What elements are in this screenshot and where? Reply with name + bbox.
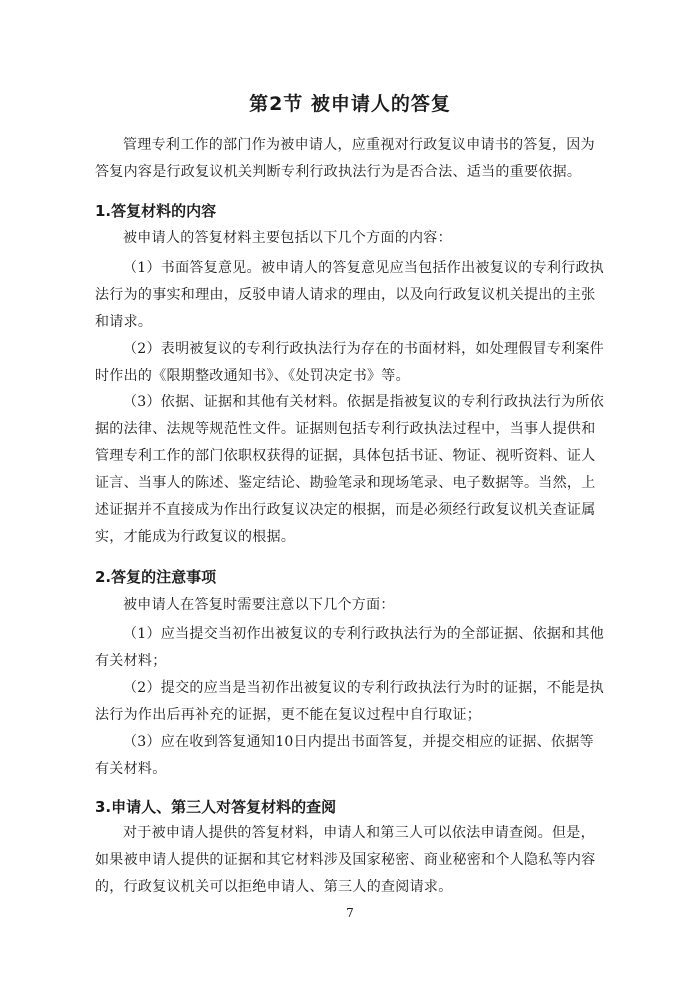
intro-paragraph: 管理专利工作的部门作为被申请人，应重视对行政复议申请书的答复，因为答复内容是行政复议机关判断专利行政执法行为是否合法、适当的重要依据。 — [95, 137, 595, 180]
section-3-body: 对于被申请人提供的答复材料，申请人和第三人可以依法申请查阅。但是，如果被申请人提供的证据和其它材料涉及国家秘密、商业秘密和个人隐私等内容的，行政复议机关可以拒绝申请人、第三人的查阅请求。 — [95, 825, 596, 895]
section-1-item-1: （1）书面答复意见。被申请人的答复意见应当包括作出被复议的专利行政执法行为的事实和理由，反驳申请人请求的理由，以及向行政复议机关提出的主张和请求。 — [95, 260, 605, 330]
page-title: 第2节 被申请人的答复 — [249, 93, 451, 115]
section-1-item-2: （2）表明被复议的专利行政执法行为存在的书面材料，如处理假冒专利案件时作出的《限期整改通知书》、《处罚决定书》等。 — [95, 341, 605, 384]
section-2-item-1: （1）应当提交当初作出被复议的专利行政执法行为的全部证据、依据和其他有关材料； — [95, 626, 605, 669]
section-1-lead: 被申请人的答复材料主要包括以下几个方面的内容： — [123, 230, 452, 246]
section-3-heading: 3.申请人、第三人对答复材料的查阅 — [95, 798, 337, 816]
page-number: 7 — [346, 906, 354, 920]
section-2-lead: 被申请人在答复时需要注意以下几个方面： — [123, 597, 395, 613]
section-2-heading: 2.答复的注意事项 — [95, 568, 217, 586]
section-2-item-2: （2）提交的应当是当初作出被复议的专利行政执法行为时的证据，不能是执法行为作出后再补充的证据，更不能在复议过程中自行取证； — [95, 680, 605, 723]
section-1-heading: 1.答复材料的内容 — [95, 202, 217, 220]
section-1-item-3: （3）依据、证据和其他有关材料。依据是指被复议的专利行政执法行为所依据的法律、法规等规范性文件。证据则包括专利行政执法过程中，当事人提供和管理专利工作的部门依职权获得的证据，具体包括书证、物证、视听资料、证人证言、当事人的陈述、鉴定结论、勘验笔录和现场笔录、电子数据等。当然，上述证据并不直接成为作出行政复议决定的根据，而是必须经行政复议机关查证属实，才能成为行政复议的根据。 — [95, 394, 605, 545]
section-2-item-3: （3）应在收到答复通知10日内提出书面答复，并提交相应的证据、依据等有关材料。 — [95, 734, 594, 777]
